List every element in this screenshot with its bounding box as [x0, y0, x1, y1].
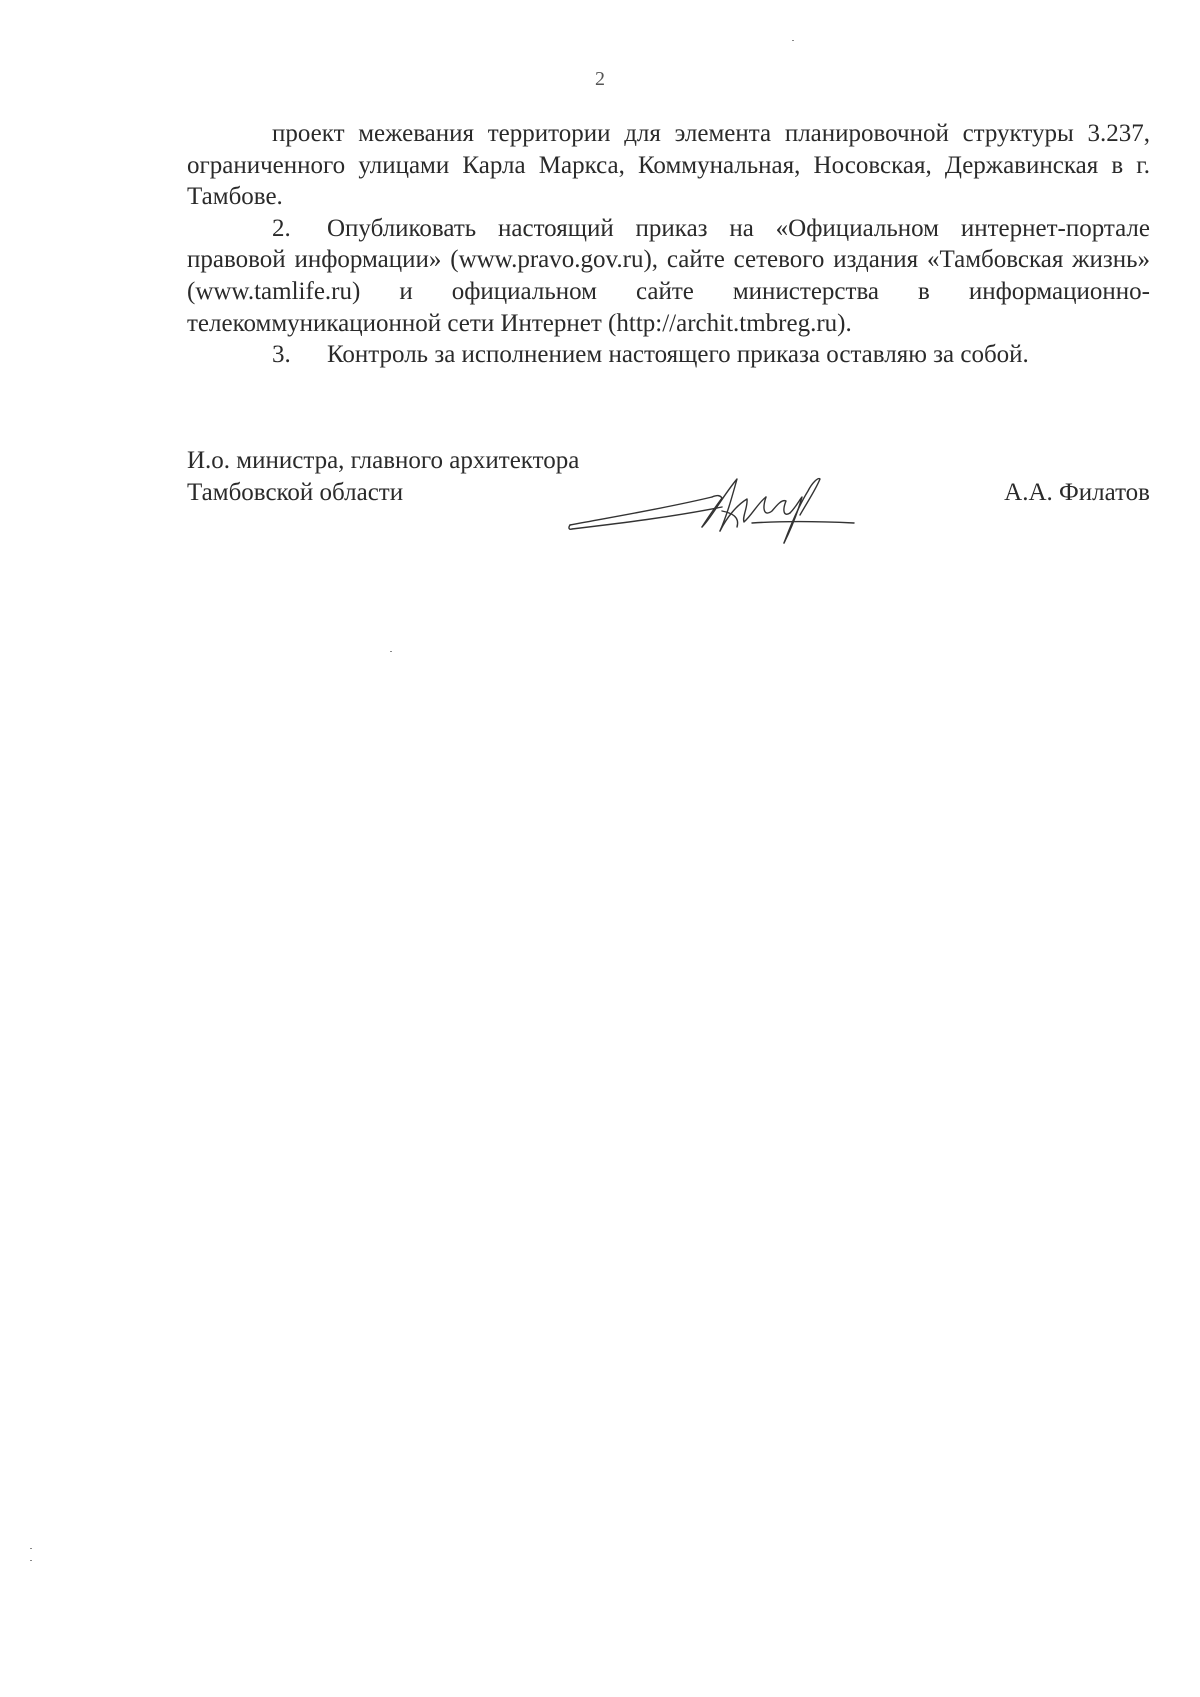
paragraph-1-text: проект межевания территории для элемента планировочной структуры 3.237, ограниченного улицами Карла Маркса, Коммунальная, Носовская, Державинская в г. Тамбове. [187, 120, 1150, 211]
paragraph-1 [187, 118, 1150, 213]
paragraph-3-text: Контроль за исполнением настоящего приказа оставляю за собой. [327, 341, 1029, 369]
signatory-title-line-2: Тамбовской области [187, 478, 404, 506]
handwritten-signature [562, 467, 872, 547]
signatory-name: А.А. Филатов [1004, 479, 1150, 506]
paragraph-2 [187, 213, 1150, 339]
signatory-title-line-1: И.о. министра, главного архитектора [187, 447, 580, 474]
scan-speck [30, 1560, 32, 1561]
paragraph-2-number: 2. [272, 214, 291, 242]
document-body [187, 118, 1150, 371]
page-number: 2 [595, 68, 605, 90]
paragraph-3-number: 3. [272, 341, 291, 369]
scan-speck [390, 651, 392, 652]
paragraph-2-text: Опубликовать настоящий приказ на «Официальном интернет-портале правовой информации» (www.pravo.gov.ru), сайте сетевого издания «Тамбовская жизнь» (www.tamlife.ru) и официальном сайте министерства в информационно-телекоммуникационной сети Интернет (http://archit.tmbreg.ru). [187, 214, 1150, 337]
scan-speck [792, 40, 794, 41]
paragraph-3 [187, 339, 1150, 371]
scan-speck [30, 1548, 32, 1549]
signature-block [187, 445, 1150, 545]
